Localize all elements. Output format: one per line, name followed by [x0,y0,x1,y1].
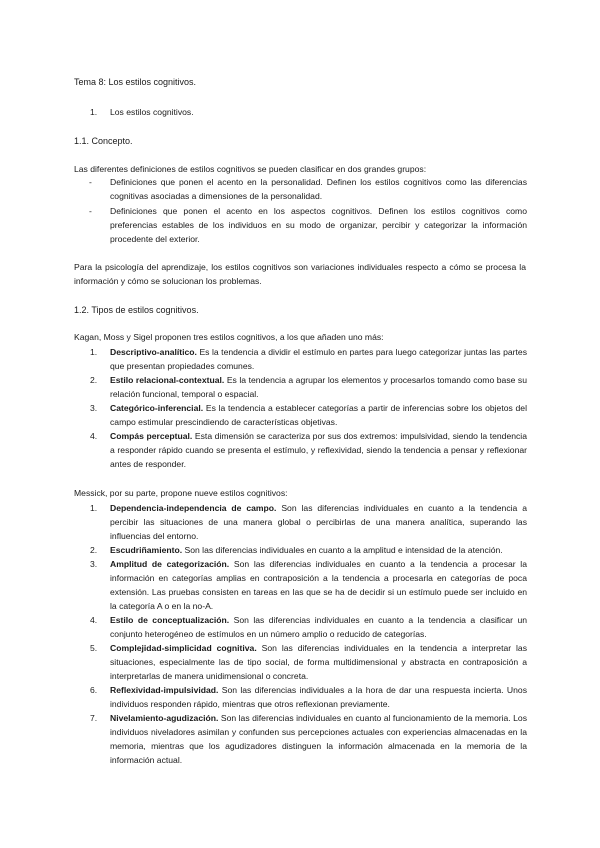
messick-item-4 [90,613,527,641]
item-text: Son las diferencias individuales a la hora de dar una respuesta incierta. Unos individuos responden rápido, mientras que otros reflexionan previamente. [110,685,527,709]
kagan-item-4 [90,429,527,471]
section-heading-tipos: 1.2. Tipos de estilos cognitivos. [74,305,199,315]
item-text: Es la tendencia a establecer categorías a partir de inferencias sobre los objetos del campo estimular prescindiendo de características objetivas. [110,403,527,427]
item-number: 3. [90,403,98,413]
item-term: Dependencia-independencia de campo. [110,503,277,513]
item-term: Estilo de conceptualización. [110,615,230,625]
item-number: 6. [90,685,98,695]
item-term: Categórico-inferencial. [110,403,204,413]
section-heading-concepto: 1.1. Concepto. [74,136,133,146]
item-text: Son las diferencias individuales en cuanto a la tendencia a percibir las situaciones de una manera global o percibirlas de una manera analítica, superando las influencias del entorno. [110,503,527,541]
item-term: Descriptivo-analítico. [110,347,197,357]
item-number: 3. [90,559,98,569]
item-text: Son las diferencias individuales en cuanto a la tendencia a procesar la información en categorías amplias en contraposición a la tendencia a procesarla en categorías de poca extensión. Las pruebas consisten en tareas en las que se ha de decidir si un estímulo puede ser incluido en la categoría A o en la no-A. [110,559,527,611]
messick-item-3 [90,557,527,613]
item-text: Es la tendencia a agrupar los elementos y procesarlos tomando como base su relación funcional, temporal o espacial. [110,375,528,399]
item-term: Complejidad-simplicidad cognitiva. [110,643,257,653]
kagan-intro: Kagan, Moss y Sigel proponen tres estilos cognitivos, a los que añaden uno más: [74,332,384,342]
outline-item [90,105,527,119]
item-text: Son las diferencias individuales en cuanto a la tendencia a clasificar un conjunto heterogéneo de estímulos en un número amplio o reducido de categorías. [110,615,527,639]
item-term: Escudriñamiento. [110,545,183,555]
messick-item-6 [90,683,527,711]
item-number: 2. [90,545,98,555]
outline-number: 1. [90,107,98,117]
item-text: Son las diferencias individuales en cuanto a la amplitud e intensidad de la atención. [184,545,503,555]
concepto-bullet-1 [89,175,527,203]
kagan-item-2 [90,373,528,401]
bullet-marker: - [89,206,92,216]
item-text: Son las diferencias individuales en cuanto al funcionamiento de la memoria. Los individuos niveladores asimilan y confunden sus percepciones actuales con experiencias almacenadas en la memoria, mientras que los agudizadores distinguen la información almacenada en la memoria de la información actual. [110,713,527,765]
item-term: Estilo relacional-contextual. [110,375,225,385]
item-number: 1. [90,503,98,513]
item-text: Esta dimensión se caracteriza por sus dos extremos: impulsividad, siendo la tendencia a responder rápido cuando se presenta el estímulo, y reflexividad, siendo la tendencia a pensar y reflexionar antes de responder. [110,431,527,469]
item-term: Amplitud de categorización. [110,559,230,569]
item-term: Nivelamiento-agudización. [110,713,219,723]
item-term: Reflexividad-impulsividad. [110,685,219,695]
document-title: Tema 8: Los estilos cognitivos. [74,77,197,87]
bullet-marker: - [89,177,92,187]
kagan-item-3 [90,401,527,429]
messick-item-2 [90,543,527,557]
messick-item-7 [90,711,527,767]
item-term: Compás perceptual. [110,431,193,441]
messick-item-5 [90,641,527,683]
bullet-text: Definiciones que ponen el acento en la personalidad. Definen los estilos cognitivos como las diferencias cognitivas asociadas a dimensiones de la personalidad. [110,177,527,201]
item-text: Es la tendencia a dividir el estímulo en partes para luego categorizar juntas las partes que presentan propiedades comunes. [110,347,527,371]
item-text: Son las diferencias individuales en la tendencia a interpretar las situaciones, especialmente las de tipo social, de forma multidimensional y abstracta en contraposición a interpretarlas de manera unidimensional o concreta. [110,643,527,681]
item-number: 4. [90,615,98,625]
item-number: 2. [90,375,98,385]
outline-text: Los estilos cognitivos. [110,107,194,117]
item-number: 7. [90,713,98,723]
bullet-text: Definiciones que ponen el acento en los aspectos cognitivos. Definen los estilos cognitivos como preferencias estables de los individuos en su modo de organizar, percibir y categorizar la información procedente del exterior. [110,206,527,244]
item-number: 1. [90,347,98,357]
messick-intro: Messick, por su parte, propone nueve estilos cognitivos: [74,488,288,498]
kagan-item-1 [90,345,527,373]
item-number: 4. [90,431,98,441]
item-number: 5. [90,643,98,653]
concepto-closing: Para la psicología del aprendizaje, los estilos cognitivos son variaciones individuales respecto a cómo se procesa la información y cómo se solucionan los problemas. [74,262,526,286]
concepto-intro: Las diferentes definiciones de estilos cognitivos se pueden clasificar en dos grandes grupos: [74,164,427,174]
concepto-bullet-2 [89,204,527,246]
messick-item-1 [90,501,527,543]
